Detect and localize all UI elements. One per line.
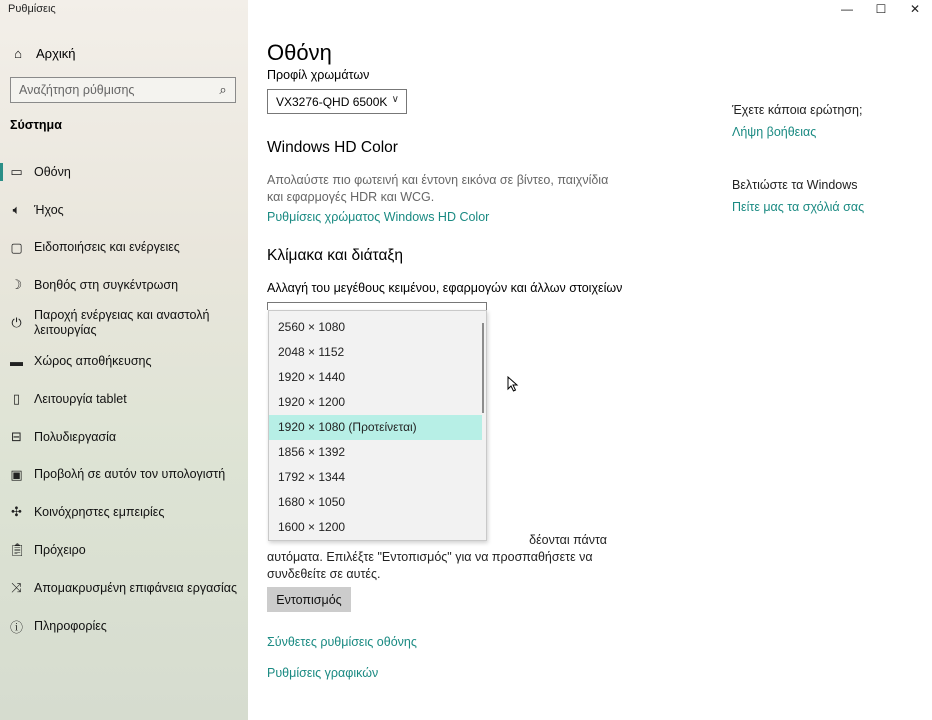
maximize-icon[interactable]: ☐ (875, 2, 887, 16)
power-icon: ⏻ (11, 315, 22, 330)
hd-color-heading: Windows HD Color (267, 139, 398, 156)
sidebar-item-focus-assist[interactable] (0, 266, 248, 304)
window-controls (830, 0, 932, 18)
sidebar-item-remote-desktop[interactable] (0, 569, 248, 607)
sidebar-item-power[interactable] (0, 304, 248, 342)
section-label: Σύστημα (10, 118, 62, 132)
sidebar-item-label: Πρόχειρο (34, 542, 86, 557)
home-icon: ⌂ (14, 45, 22, 61)
resolution-option[interactable]: 2048 × 1152 (278, 345, 345, 359)
detect-text-line2: αυτόματα. Επιλέξτε "Εντοπισμός" για να προσπαθήσετε να (267, 550, 593, 564)
color-profile-label: Προφίλ χρωμάτων (267, 68, 370, 82)
detect-text-line3: συνδεθείτε σε αυτές. (267, 567, 381, 581)
mouse-cursor-icon (507, 376, 519, 392)
minimize-icon[interactable]: — (841, 2, 853, 16)
sidebar-item-label: Ήχος (34, 202, 64, 217)
sidebar-item-about[interactable] (0, 607, 248, 645)
graphics-settings-link[interactable]: Ρυθμίσεις γραφικών (267, 666, 379, 680)
clipboard-icon: 📋︎ (9, 542, 26, 557)
sidebar-item-notifications[interactable] (0, 229, 248, 266)
projecting-icon: ▣ (10, 466, 23, 482)
sidebar-item-projecting[interactable] (0, 456, 248, 493)
resolution-option[interactable]: 1920 × 1200 (278, 395, 346, 409)
sidebar-item-label: Λειτουργία tablet (34, 391, 127, 406)
sidebar-item-display[interactable] (0, 153, 248, 191)
resolution-option[interactable]: 1680 × 1050 (278, 495, 346, 509)
resolution-option[interactable]: 2560 × 1080 (278, 320, 346, 334)
sidebar-item-multitasking[interactable] (0, 418, 248, 456)
sidebar (0, 0, 248, 720)
scale-heading: Κλίμακα και διάταξη (267, 247, 403, 264)
sidebar-item-label: Απομακρυσμένη επιφάνεια εργασίας (34, 580, 238, 595)
page-title: Οθόνη (267, 40, 332, 65)
dropdown-scrollbar[interactable] (482, 323, 484, 413)
chevron-down-icon: ∨ (391, 94, 399, 105)
color-profile-value: VX3276-QHD 6500K (276, 94, 388, 109)
sidebar-item-label: Βοηθός στη συγκέντρωση (34, 277, 179, 292)
close-icon[interactable]: ✕ (909, 2, 921, 16)
resolution-option-selected[interactable]: 1920 × 1080 (Προτείνεται) (269, 415, 482, 440)
resolution-option[interactable]: 1792 × 1344 (278, 470, 346, 484)
scale-select[interactable] (267, 302, 487, 310)
detect-button[interactable]: Εντοπισμός (267, 587, 351, 612)
sidebar-item-tablet[interactable] (0, 380, 248, 418)
shared-icon: ✣ (11, 504, 22, 519)
info-icon: ⓘ (9, 619, 23, 635)
sidebar-item-label: Κοινόχρηστες εμπειρίες (34, 504, 165, 519)
sidebar-item-clipboard[interactable] (0, 531, 248, 569)
hd-color-settings-link[interactable]: Ρυθμίσεις χρώματος Windows HD Color (267, 210, 490, 224)
feedback-link[interactable]: Πείτε μας τα σχόλιά σας (732, 200, 865, 214)
moon-icon: ☽ (10, 277, 23, 292)
sidebar-item-label: Οθόνη (34, 164, 71, 179)
scale-label: Αλλαγή του μεγέθους κειμένου, εφαρμογών και άλλων στοιχείων (267, 281, 623, 295)
hd-color-description: Απολαύστε πιο φωτεινή και έντονη εικόνα σε βίντεο, παιχνίδια και εφαρμογές HDR και WCG. (267, 173, 609, 204)
remote-desktop-icon: ⤨ (11, 580, 22, 595)
monitor-icon: ▭ (10, 164, 23, 179)
sidebar-item-label: Προβολή σε αυτόν τον υπολογιστή (34, 467, 226, 481)
resolution-option[interactable]: 1600 × 1200 (278, 520, 346, 534)
search-box[interactable] (10, 77, 236, 103)
color-profile-select[interactable] (267, 89, 407, 114)
resolution-dropdown[interactable] (268, 310, 487, 541)
home-label: Αρχική (36, 45, 76, 61)
multitasking-icon: ⊟ (11, 429, 22, 444)
sidebar-nav (0, 153, 248, 645)
sidebar-item-sound[interactable] (0, 191, 248, 229)
sidebar-item-label: Πληροφορίες (34, 618, 107, 633)
sidebar-item-shared-experiences[interactable] (0, 493, 248, 531)
window-title: Ρυθμίσεις (8, 3, 56, 15)
get-help-link[interactable]: Λήψη βοήθειας (732, 125, 817, 139)
sidebar-item-label: Παροχή ενέργειας και αναστολή λειτουργίας (34, 308, 210, 337)
sidebar-item-label: Χώρος αποθήκευσης (34, 353, 152, 368)
notification-icon: ▢ (10, 239, 23, 255)
home-link[interactable] (10, 42, 76, 64)
sidebar-item-storage[interactable] (0, 342, 248, 380)
help-question: Έχετε κάποια ερώτηση; (732, 103, 863, 117)
storage-icon: ▬ (10, 353, 23, 369)
resolution-option[interactable]: 1856 × 1392 (278, 445, 346, 459)
speaker-icon: 🔈︎ (12, 202, 21, 217)
search-input[interactable] (19, 83, 211, 97)
resolution-list (269, 315, 482, 540)
sidebar-item-label: Πολυδιεργασία (34, 429, 117, 444)
detect-text-line1: δέονται πάντα (529, 533, 607, 547)
improve-windows-label: Βελτιώστε τα Windows (732, 178, 858, 192)
resolution-option[interactable]: 1920 × 1440 (278, 370, 346, 384)
search-icon[interactable]: ⌕ (219, 82, 227, 97)
advanced-display-link[interactable]: Σύνθετες ρυθμίσεις οθόνης (267, 635, 417, 649)
tablet-icon: ▯ (12, 391, 21, 406)
sidebar-item-label: Ειδοποιήσεις και ενέργειες (34, 240, 180, 254)
